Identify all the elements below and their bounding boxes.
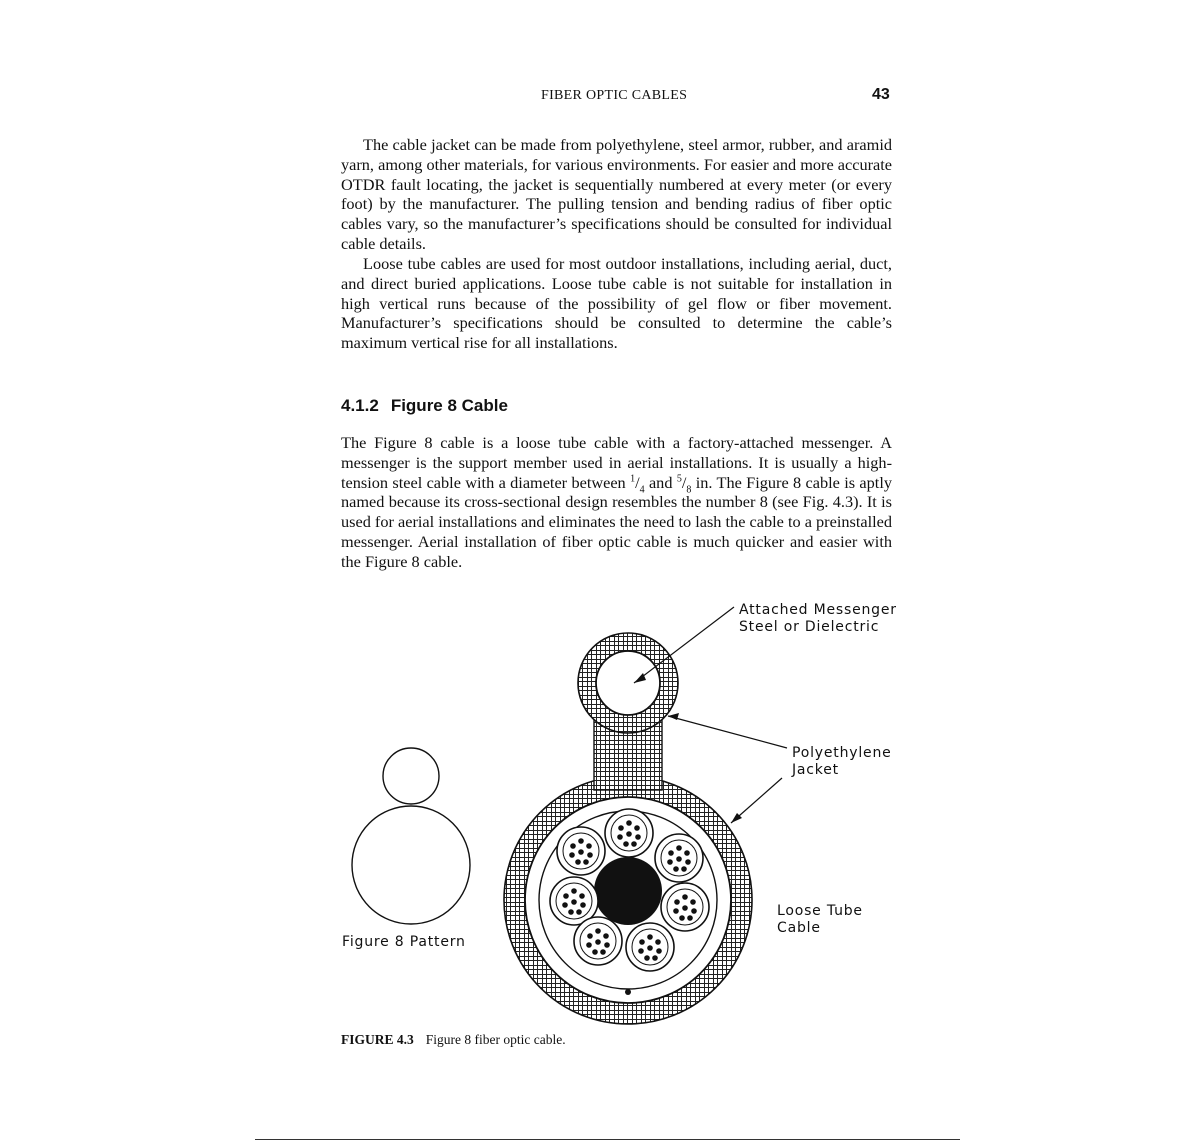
label-figure-8-pattern: Figure 8 Pattern [342, 934, 466, 950]
caption-tag: FIGURE 4.3 [341, 1032, 414, 1047]
section-title: Figure 8 Cable [390, 396, 508, 415]
p3-text-c: in. The Figure 8 cable is aptly named because its cross-sectional design resembles the number 8 (see Fig. 4.3). It is used for aerial installations and eliminates the need to lash the cable to a preinstalled messenger. Aerial installation of fiber optic cable is much quicker and easier with the Figure 8 cable. [341, 472, 892, 571]
buffer-tube [557, 827, 605, 875]
label-messenger-line-2: Steel or Dielectric [739, 619, 880, 635]
label-loosetube-line-2: Cable [777, 920, 821, 936]
p3-text-b: and [644, 472, 677, 492]
label-polyethylene-jacket [792, 745, 892, 779]
section-number: 4.1.2 [341, 396, 379, 415]
fraction-1-denominator: 4 [639, 483, 645, 495]
bottom-rule [255, 1139, 960, 1140]
fraction-2-denominator: 8 [686, 483, 692, 495]
buffer-tube [605, 809, 653, 857]
fraction-2-numerator: 5 [676, 473, 682, 485]
paragraph-jacket-materials: The cable jacket can be made from polyethylene, steel armor, rubber, and aramid yarn, among other materials, for various environments. For easier and more accurate OTDR fault locating, the jacket is sequentially numbered at every meter (or every foot) by the manufacturer. The pulling tension and bending radius of fiber optic cables vary, so the manufacturer’s specifications should be consulted for individual cable details. [341, 135, 892, 253]
figure-8-pattern-outline [352, 748, 470, 924]
label-loosetube-line-1: Loose Tube [777, 903, 863, 919]
buffer-tube [626, 923, 674, 971]
fraction-1-numerator: 1 [630, 473, 636, 485]
messenger-wire [596, 651, 660, 715]
ripcord [625, 989, 631, 995]
paragraph-loose-tube: Loose tube cables are used for most outdoor installations, including aerial, duct, and direct buried applications. Loose tube cable is not suitable for installation in high vertical runs because of the possibility of gel flow or fiber movement. Manufacturer’s specifications should be consulted to determine the cable’s maximum vertical rise for all installations. [341, 254, 892, 353]
page-number: 43 [872, 86, 890, 103]
label-loose-tube-cable [777, 903, 863, 937]
buffer-tube [574, 917, 622, 965]
figure-caption [341, 1032, 566, 1048]
buffer-tube [655, 834, 703, 882]
buffer-tube [661, 883, 709, 931]
label-messenger-line-1: Attached Messenger [739, 602, 897, 618]
central-strength-member [594, 857, 662, 925]
label-jacket-line-2: Jacket [792, 762, 839, 778]
loose-tube-core [525, 797, 731, 1003]
p3-text-a: The Figure 8 cable is a loose tube cable with a factory-attached messenger. A messenger is the support member used in aerial installations. It is usually a high-tension steel cable with a diameter between [341, 433, 892, 492]
running-title: FIBER OPTIC CABLES [541, 88, 688, 103]
label-attached-messenger [739, 602, 897, 636]
label-jacket-line-1: Polyethylene [792, 745, 892, 761]
paragraph-figure8: The Figure 8 cable is a loose tube cable with a factory-attached messenger. A messenger is the support member used in aerial installations. It is usually a high-tension steel cable with a diameter between $^1/_4$ and $^5/_8$ in. The Figure 8 cable is aptly named because its cross-sectional design resembles the number 8 (see Fig. 4.3). It is used for aerial installations and eliminates the need to lash the cable to a preinstalled messenger. Aerial installation of fiber optic cable is much quicker and easier with the Figure 8 cable. [341, 433, 892, 571]
caption-text: Figure 8 fiber optic cable. [425, 1032, 566, 1047]
